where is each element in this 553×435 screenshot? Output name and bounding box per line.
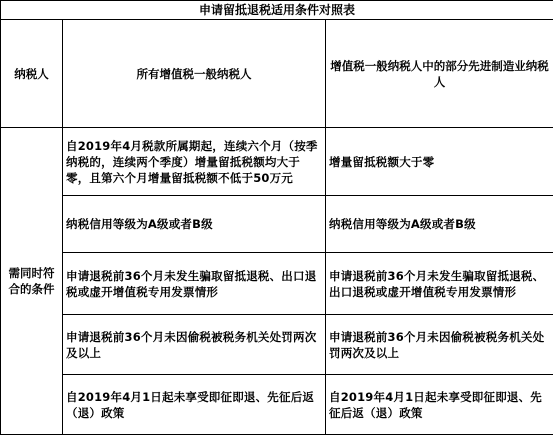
table-row	[1, 315, 553, 375]
advanced-condition-2: 纳税信用等级为A级或者B级	[326, 196, 553, 253]
general-condition-1: 自2019年4月税款所属期起，连续六个月（按季纳税的，连续两个季度）增量留抵税额均大于零，且第六个月增量留抵税额不低于50万元	[63, 128, 326, 196]
general-condition-5: 自2019年4月1日起未享受即征即退、先征后返（退）政策	[63, 375, 326, 435]
advanced-condition-5: 自2019年4月1日起未享受即征即退、先征后返（退）政策	[326, 375, 553, 435]
advanced-condition-1: 增量留抵税额大于零	[326, 128, 553, 196]
header-row	[1, 20, 553, 128]
header-taxpayer: 纳税人	[1, 20, 63, 128]
table-row	[1, 196, 553, 253]
advanced-condition-4: 申请退税前36个月未因偷税被税务机关处罚两次及以上	[326, 315, 553, 375]
advanced-condition-3: 申请退税前36个月未发生骗取留抵退税、出口退税或虚开增值税专用发票情形	[326, 253, 553, 315]
title-row	[1, 1, 553, 20]
table-title: 申请留抵退税适用条件对照表	[1, 1, 553, 20]
row-group-label: 需同时符合的条件	[1, 128, 63, 435]
table-row	[1, 128, 553, 196]
header-advanced-manufacturing: 增值税一般纳税人中的部分先进制造业纳税人	[326, 20, 553, 128]
general-condition-2: 纳税信用等级为A级或者B级	[63, 196, 326, 253]
table-row	[1, 253, 553, 315]
table-row	[1, 375, 553, 435]
general-condition-4: 申请退税前36个月未因偷税被税务机关处罚两次及以上	[63, 315, 326, 375]
header-all-general-taxpayers: 所有增值税一般纳税人	[63, 20, 326, 128]
general-condition-3: 申请退税前36个月未发生骗取留抵退税、出口退税或虚开增值税专用发票情形	[63, 253, 326, 315]
